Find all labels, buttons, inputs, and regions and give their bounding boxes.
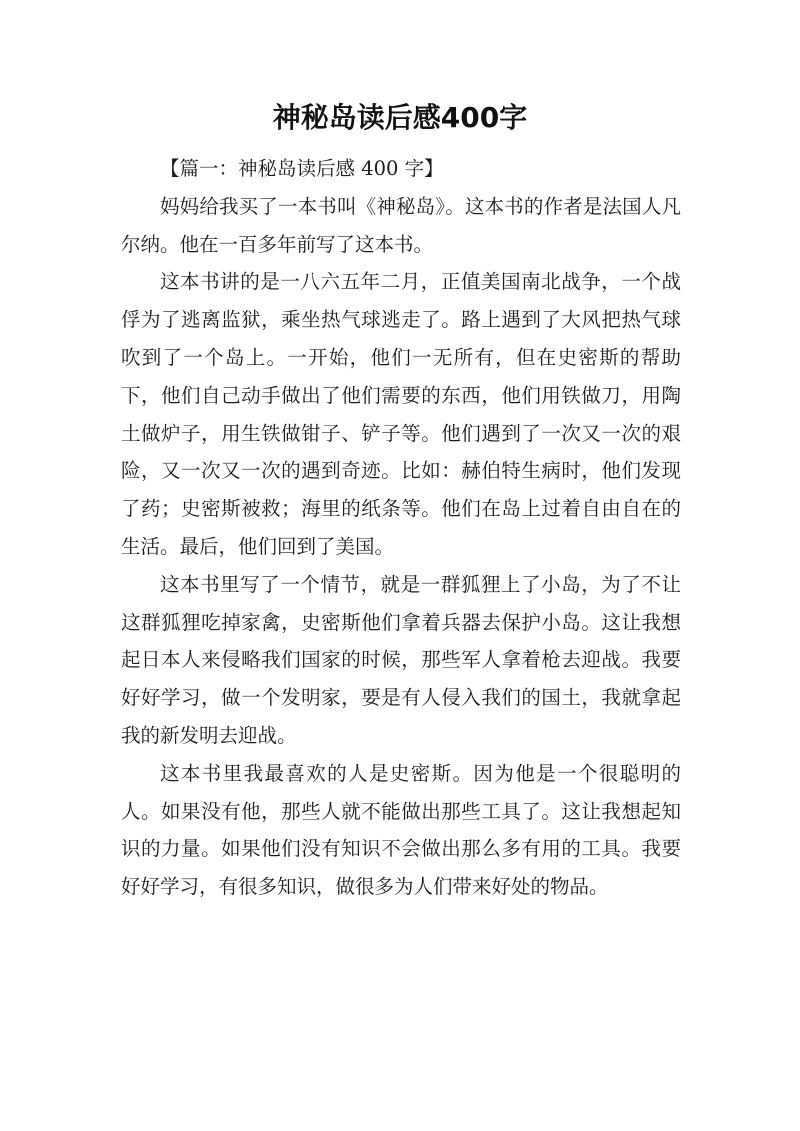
document-title: 神秘岛读后感400字	[272, 101, 528, 134]
paragraph-1: 妈妈给我买了一本书叫《神秘岛》。这本书的作者是法国人凡尔纳。他在一百多年前写了这本书。	[121, 194, 681, 256]
section-heading: 【篇一：神秘岛读后感 400 字】	[160, 157, 444, 180]
paragraph-4: 这本书里我最喜欢的人是史密斯。因为他是一个很聪明的人。如果没有他，那些人就不能做出那些工具了。这让我想起知识的力量。如果他们没有知识不会做出那么多有用的工具。我要好好学习，有很多知识，做很多为人们带来好处的物品。	[121, 761, 681, 899]
document-body	[121, 150, 681, 906]
paragraph-2: 这本书讲的是一八六五年二月，正值美国南北战争，一个战俘为了逃离监狱，乘坐热气球逃走了。路上遇到了大风把热气球吹到了一个岛上。一开始，他们一无所有，但在史密斯的帮助下，他们自己动手做出了他们需要的东西，他们用铁做刀，用陶土做炉子，用生铁做钳子、铲子等。他们遇到了一次又一次的艰险，又一次又一次的遇到奇迹。比如：赫伯特生病时，他们发现了药；史密斯被救；海里的纸条等。他们在岛上过着自由自在的生活。最后，他们回到了美国。	[121, 270, 681, 558]
paragraph-3: 这本书里写了一个情节，就是一群狐狸上了小岛，为了不让这群狐狸吃掉家禽，史密斯他们拿着兵器去保护小岛。这让我想起日本人来侵略我们国家的时候，那些军人拿着枪去迎战。我要好好学习，做一个发明家，要是有人侵入我们的国土，我就拿起我的新发明去迎战。	[121, 572, 681, 747]
